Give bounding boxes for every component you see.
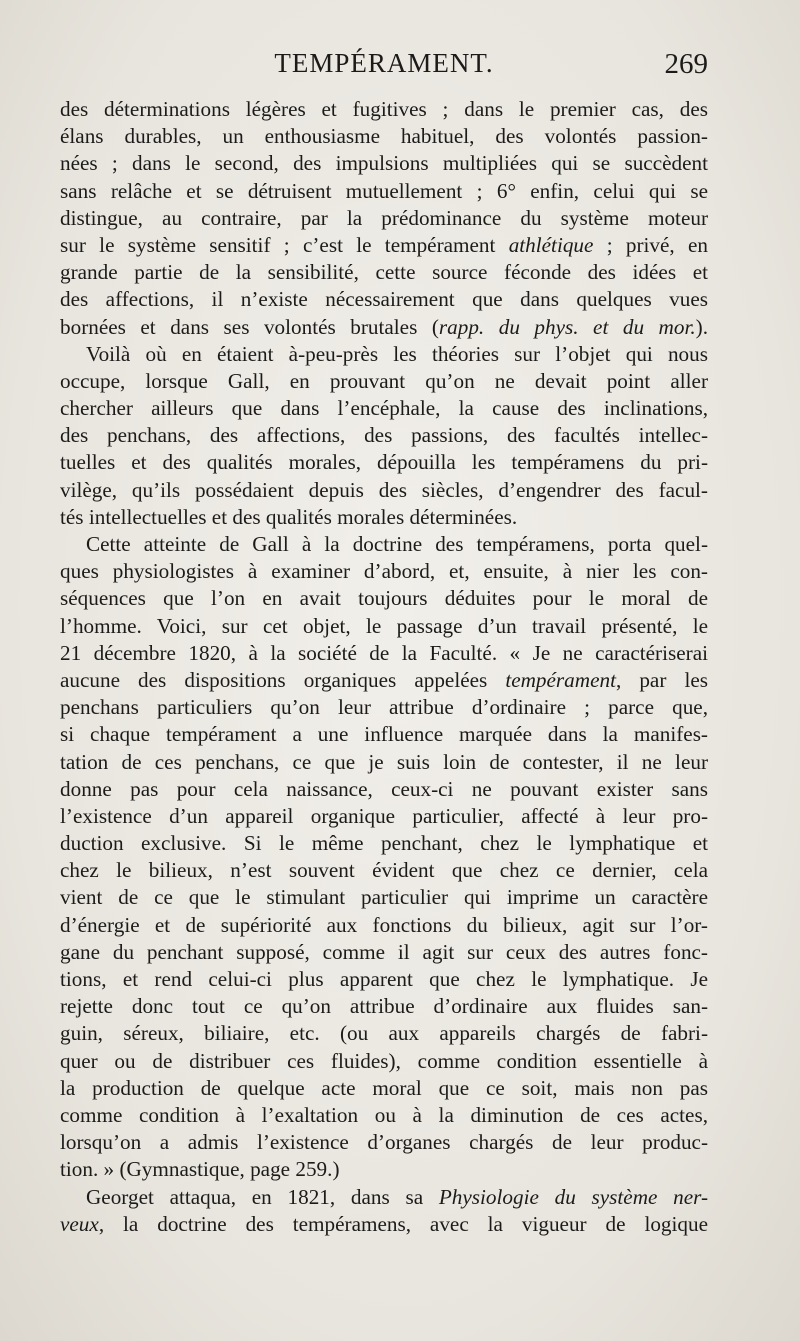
text-run: ; privé, en <box>593 232 708 257</box>
text-line: la production de quelque acte moral que ce soit, mais non pas <box>60 1075 708 1100</box>
page-header <box>60 48 708 88</box>
text-line <box>60 314 708 341</box>
text-line <box>60 1211 708 1238</box>
text-line: chercher ailleurs que dans l’encéphale, la cause des inclinations, <box>60 396 708 421</box>
text-line: tuelles et des qualités morales, dépouilla les tempéramens du pri- <box>60 450 708 475</box>
text-line: occupe, lorsque Gall, en prouvant qu’on ne devait point aller <box>60 368 708 393</box>
text-line: distingue, au contraire, par la prédominance du système moteur <box>60 205 708 230</box>
italic-run: rapp. du phys. et du mor. <box>438 314 696 339</box>
body-text <box>60 96 708 1238</box>
text-run: , par les <box>615 667 708 692</box>
page-number: 269 <box>664 48 708 80</box>
text-line: élans durables, un enthousiasme habituel, des volontés passion- <box>60 124 708 149</box>
text-line: ques physiologistes à examiner d’abord, et, ensuite, à nier les con- <box>60 559 708 584</box>
text-run: aucune des dispositions organiques appelées <box>60 667 506 692</box>
italic-run: tempérament <box>505 667 616 692</box>
italic-run: Physiologie du système ner- <box>438 1184 709 1209</box>
text-line: tés intellectuelles et des qualités morales déterminées. <box>60 504 518 529</box>
text-line: Voilà où en étaient à-peu-près les théories sur l’objet qui nous <box>86 341 708 366</box>
italic-run: athlétique <box>508 232 594 257</box>
text-line: penchans particuliers qu’on leur attribue d’ordinaire ; parce que, <box>60 695 708 720</box>
text-line <box>60 667 708 694</box>
text-line: grande partie de la sensibilité, cette source féconde des idées et <box>60 260 708 285</box>
text-line: des déterminations légères et fugitives ; dans le premier cas, des <box>60 97 708 121</box>
text-line: l’existence d’un appareil organique particulier, affecté à leur pro- <box>60 803 708 828</box>
text-line: tion. » (Gymnastique, page 259.) <box>60 1157 340 1182</box>
text-line: rejette donc tout ce qu’on attribue d’ordinaire aux fluides san- <box>60 994 708 1019</box>
text-line: 21 décembre 1820, à la société de la Faculté. « Je ne caractériserai <box>60 640 708 665</box>
text-line: gane du penchant supposé, comme il agit sur ceux des autres fonc- <box>60 939 708 964</box>
text-line: séquences que l’on en avait toujours déduites pour le moral de <box>60 586 708 611</box>
text-run: sur le système sensitif ; c’est le tempérament <box>60 232 509 257</box>
text-run: Georget attaqua, en 1821, dans sa <box>86 1184 439 1209</box>
text-run: bornées et dans ses volontés brutales ( <box>60 314 439 339</box>
text-line: des affections, il n’existe nécessairement que dans quelques vues <box>60 287 708 312</box>
text-line <box>60 232 708 259</box>
text-line: Cette atteinte de Gall à la doctrine des tempéramens, porta quel- <box>86 532 708 556</box>
text-line: nées ; dans le second, des impulsions multipliées qui se succèdent <box>60 151 708 176</box>
text-line: guin, séreux, biliaire, etc. (ou aux appareils chargés de fabri- <box>60 1021 708 1046</box>
text-line: l’homme. Voici, sur cet objet, le passage d’un travail présenté, le <box>60 613 708 638</box>
running-title: TEMPÉRAMENT. <box>274 48 494 78</box>
text-line: si chaque tempérament a une influence marquée dans la manifes- <box>60 722 708 747</box>
text-line: duction exclusive. Si le même penchant, chez le lymphatique et <box>60 831 708 856</box>
italic-run: veux <box>60 1211 99 1236</box>
text-line: tions, et rend celui-ci plus apparent que chez le lymphatique. Je <box>60 967 708 991</box>
text-line: chez le bilieux, n’est souvent évident que chez ce dernier, cela <box>60 858 708 883</box>
text-line: vilège, qu’ils possédaient depuis des siècles, d’engendrer des facul- <box>60 477 708 502</box>
text-run: ). <box>695 314 708 339</box>
text-line: d’énergie et de supériorité aux fonctions du bilieux, agit sur l’or- <box>60 912 708 937</box>
text-line: des penchans, des affections, des passions, des facultés intellec- <box>60 423 708 448</box>
text-line: tation de ces penchans, ce que je suis loin de contester, il ne leur <box>60 749 708 774</box>
text-run: , la doctrine des tempéramens, avec la vigueur de logique <box>98 1211 708 1236</box>
text-line: donne pas pour cela naissance, ceux-ci ne pouvant exister sans <box>60 776 708 801</box>
text-line: quer ou de distribuer ces fluides), comme condition essentielle à <box>60 1048 708 1073</box>
text-line: vient de ce que le stimulant particulier qui imprime un caractère <box>60 885 708 910</box>
text-line <box>60 1184 708 1211</box>
text-line: sans relâche et se détruisent mutuellement ; 6° enfin, celui qui se <box>60 178 708 203</box>
text-line: comme condition à l’exaltation ou à la diminution de ces actes, <box>60 1102 708 1127</box>
text-line: lorsqu’on a admis l’existence d’organes chargés de leur produc- <box>60 1130 708 1155</box>
